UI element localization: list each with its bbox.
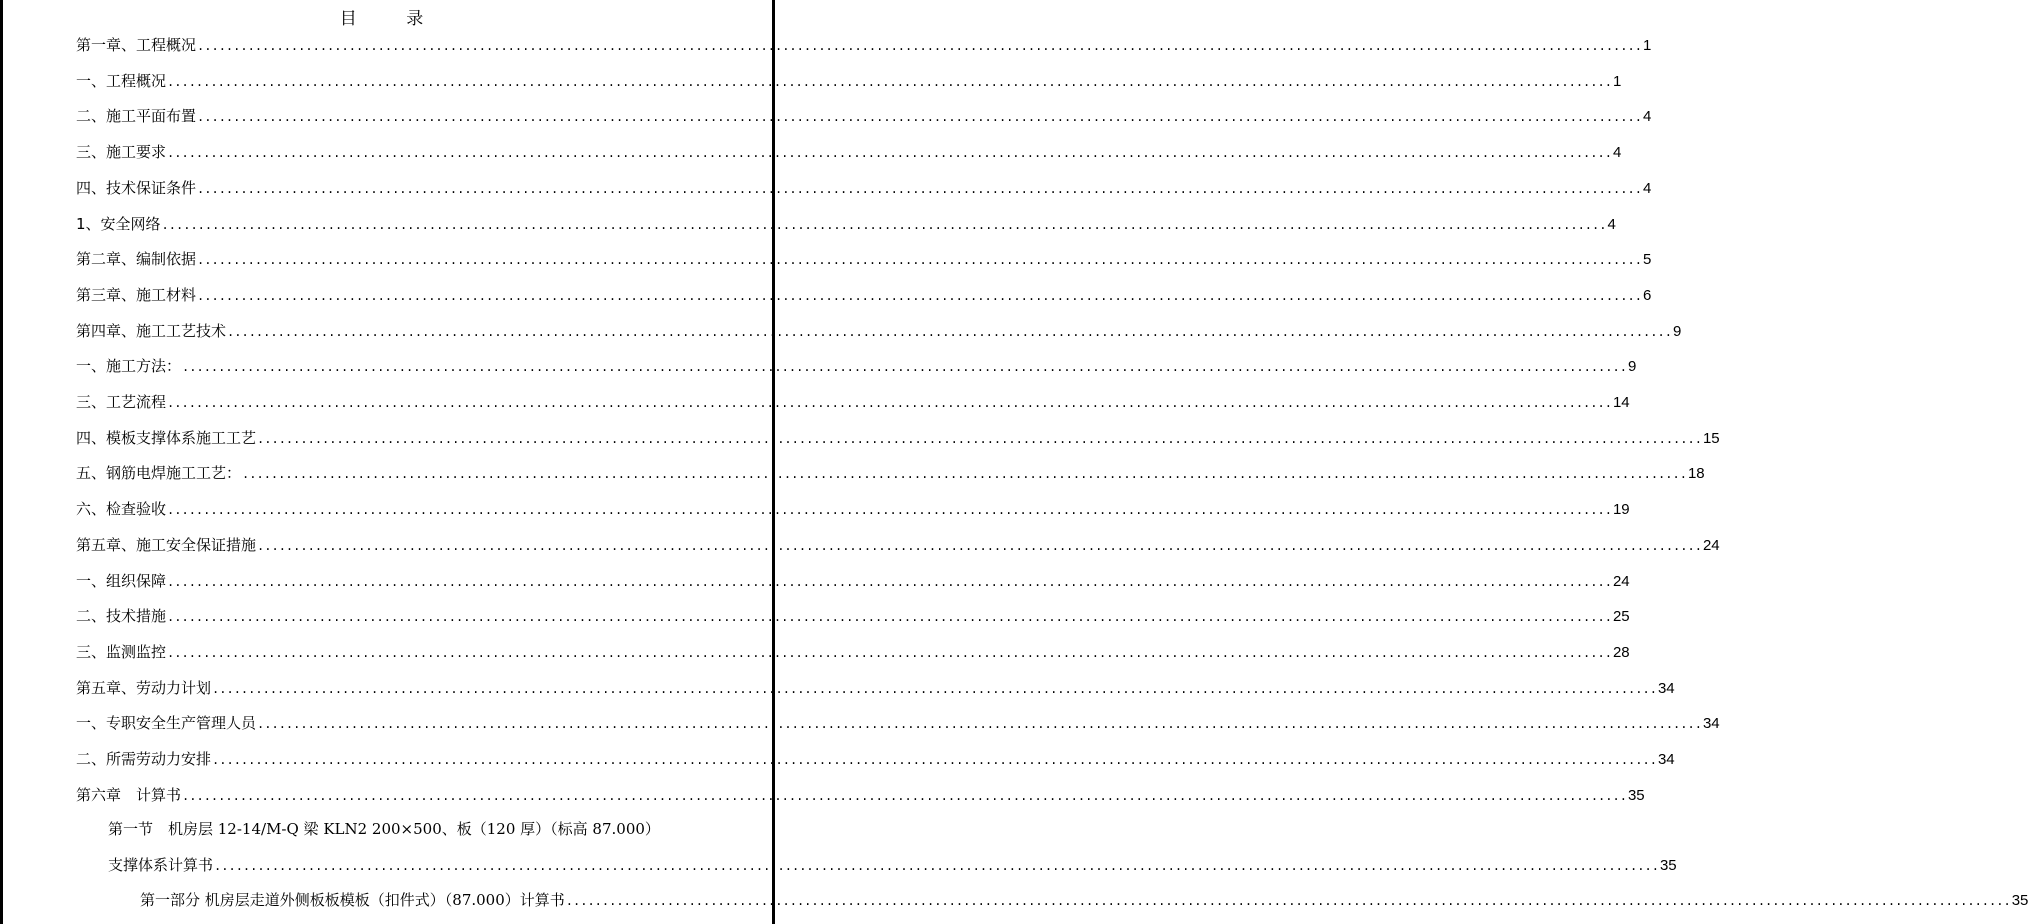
toc-entry[interactable] xyxy=(76,746,1675,772)
toc-entry[interactable] xyxy=(76,389,1630,415)
toc-entry[interactable] xyxy=(76,639,1630,665)
toc-entry-page-number: 4 xyxy=(1607,215,1616,233)
toc-entry-page-number: 4 xyxy=(1612,144,1622,162)
toc-entry[interactable] xyxy=(76,139,1622,165)
dot-leader: ........................................................................................................................................................................................................ xyxy=(212,681,1657,696)
toc-subsection-entry-label: 支撑体系计算书 xyxy=(108,856,214,875)
toc-title: 目 录 xyxy=(339,9,446,29)
toc-entry[interactable] xyxy=(76,603,1630,629)
toc-entry-page-number: 9 xyxy=(1672,322,1682,340)
toc-entry-page-number: 6 xyxy=(1642,286,1652,304)
dot-leader: ........................................................................................................................................................................................................ xyxy=(212,753,1657,767)
toc-entry-label: 第五章、施工安全保证措施 xyxy=(76,535,257,554)
toc-entry-page-number: 14 xyxy=(1612,394,1630,411)
toc-entry-label: 第六章 计算书 xyxy=(76,785,182,804)
toc-entry[interactable] xyxy=(76,211,1616,237)
toc-entry[interactable] xyxy=(76,425,1720,451)
toc-section-heading-label: 第一节 机房层 12-14/M-Q 梁 KLN2 200×500、板（120 厚）（标高 87.000） xyxy=(108,820,660,839)
dot-leader: ........................................................................................................................................................................................................ xyxy=(214,859,1659,874)
toc-entry-page-number: 4 xyxy=(1642,179,1652,197)
toc-entry[interactable] xyxy=(76,460,1705,486)
toc-entry-label: 一、施工方法： xyxy=(76,357,182,376)
toc-entry-page-number: 18 xyxy=(1687,465,1705,483)
toc-entry-page-number: 15 xyxy=(1702,429,1720,447)
toc-entry-label: 四、模板支撑体系施工工艺 xyxy=(76,428,257,447)
left-border xyxy=(0,0,3,924)
toc-part-entry-label: 第一部分 机房层走道外侧板板模板（扣件式）（87.000）计算书 xyxy=(140,891,565,910)
toc-entry-label: 五、钢筋电焊施工工艺： xyxy=(76,464,242,483)
toc-entry-page-number: 24 xyxy=(1612,572,1630,590)
dot-leader: ........................................................................................................................................................................................................ xyxy=(197,110,1642,125)
toc-entry[interactable] xyxy=(76,532,1720,558)
toc-entry[interactable] xyxy=(76,175,1652,201)
toc-entry[interactable] xyxy=(76,246,1652,272)
toc-entry-label: 一、工程概况 xyxy=(76,71,167,90)
toc-entry-label: 二、所需劳动力安排 xyxy=(76,750,212,768)
dot-leader: ........................................................................................................................................................................................................ xyxy=(167,503,1612,518)
toc-entry[interactable] xyxy=(76,710,1720,736)
toc-entry[interactable] xyxy=(76,496,1630,522)
dot-leader: ........................................................................................................................................................................................................ xyxy=(227,324,1672,339)
toc-entry[interactable] xyxy=(76,782,1645,808)
toc-entry[interactable] xyxy=(76,32,1652,58)
toc-entry[interactable] xyxy=(76,282,1652,308)
toc-entry-page-number: 1 xyxy=(1612,72,1622,90)
dot-leader: ........................................................................................................................................................................................................ xyxy=(167,610,1612,625)
toc-part-entry[interactable] xyxy=(140,887,2028,913)
toc-entry-label: 第一章、工程概况 xyxy=(76,36,197,54)
dot-leader: ........................................................................................................................................................................................................ xyxy=(167,396,1612,410)
toc-entry-page-number: 19 xyxy=(1612,501,1630,519)
dot-leader: ........................................................................................................................................................................................................ xyxy=(167,645,1612,660)
toc-entry[interactable] xyxy=(76,353,1637,379)
toc-entry-label: 1、安全网络 xyxy=(76,214,161,233)
toc-entry[interactable] xyxy=(76,675,1675,701)
toc-subsection-entry-page-number: 35 xyxy=(1659,857,1677,875)
toc-entry-label: 二、技术措施 xyxy=(76,607,167,626)
toc-entry-label: 第三章、施工材料 xyxy=(76,285,197,304)
toc-entry-page-number: 5 xyxy=(1642,251,1652,269)
toc-entry-page-number: 24 xyxy=(1702,536,1720,554)
toc-entry-label: 一、组织保障 xyxy=(76,571,167,590)
dot-leader: ........................................................................................................................................................................................................ xyxy=(257,717,1702,732)
toc-entry-page-number: 25 xyxy=(1612,608,1630,626)
dot-leader: ........................................................................................................................................................................................................ xyxy=(167,146,1612,161)
toc-subsection-entry[interactable] xyxy=(108,852,1677,878)
dot-leader: ........................................................................................................................................................................................................ xyxy=(565,894,2011,909)
toc-entry-label: 三、施工要求 xyxy=(76,143,167,162)
toc-entry-page-number: 4 xyxy=(1642,108,1652,126)
toc-entry-label: 六、检查验收 xyxy=(76,500,167,519)
toc-entry-page-number: 34 xyxy=(1657,751,1675,768)
toc-entry-page-number: 9 xyxy=(1627,358,1637,376)
toc-entry-label: 一、专职安全生产管理人员 xyxy=(76,714,257,733)
dot-leader: ........................................................................................................................................................................................................ xyxy=(182,360,1627,375)
toc-entry[interactable] xyxy=(76,568,1630,594)
toc-entry-label: 二、施工平面布置 xyxy=(76,107,197,126)
dot-leader: ........................................................................................................................................................................................................ xyxy=(242,467,1687,482)
toc-entry[interactable] xyxy=(76,68,1622,94)
dot-leader: ........................................................................................................................................................................................................ xyxy=(197,181,1642,196)
dot-leader: ........................................................................................................................................................................................................ xyxy=(257,431,1702,446)
dot-leader: ........................................................................................................................................................................................................ xyxy=(161,217,1607,232)
toc-entry-page-number: 34 xyxy=(1702,715,1720,733)
dot-leader: ........................................................................................................................................................................................................ xyxy=(257,538,1702,553)
toc-section-heading[interactable] xyxy=(108,816,706,842)
dot-leader: ........................................................................................................................................................................................................ xyxy=(197,253,1642,268)
toc-part-entry-page-number: 35 xyxy=(2011,892,2028,910)
toc-entry-page-number: 34 xyxy=(1657,679,1675,697)
toc-entry-page-number: 35 xyxy=(1627,786,1645,804)
dot-leader: ........................................................................................................................................................................................................ xyxy=(167,74,1612,89)
dot-leader: ........................................................................................................................................................................................................ xyxy=(197,39,1642,53)
toc-entry-label: 第二章、编制依据 xyxy=(76,250,197,269)
toc-entry[interactable] xyxy=(76,103,1652,129)
toc-entry-label: 第四章、施工工艺技术 xyxy=(76,321,227,340)
toc-entry-label: 三、工艺流程 xyxy=(76,393,167,411)
dot-leader: ........................................................................................................................................................................................................ xyxy=(197,288,1642,303)
toc-entry[interactable] xyxy=(76,318,1682,344)
dot-leader: ........................................................................................................................................................................................................ xyxy=(182,788,1627,803)
toc-entry-page-number: 1 xyxy=(1642,37,1652,54)
toc-entry-label: 三、监测监控 xyxy=(76,642,167,661)
toc-entry-label: 四、技术保证条件 xyxy=(76,178,197,197)
toc-entry-label: 第五章、劳动力计划 xyxy=(76,678,212,697)
dot-leader: ........................................................................................................................................................................................................ xyxy=(167,574,1612,589)
toc-entry-page-number: 28 xyxy=(1612,643,1630,661)
